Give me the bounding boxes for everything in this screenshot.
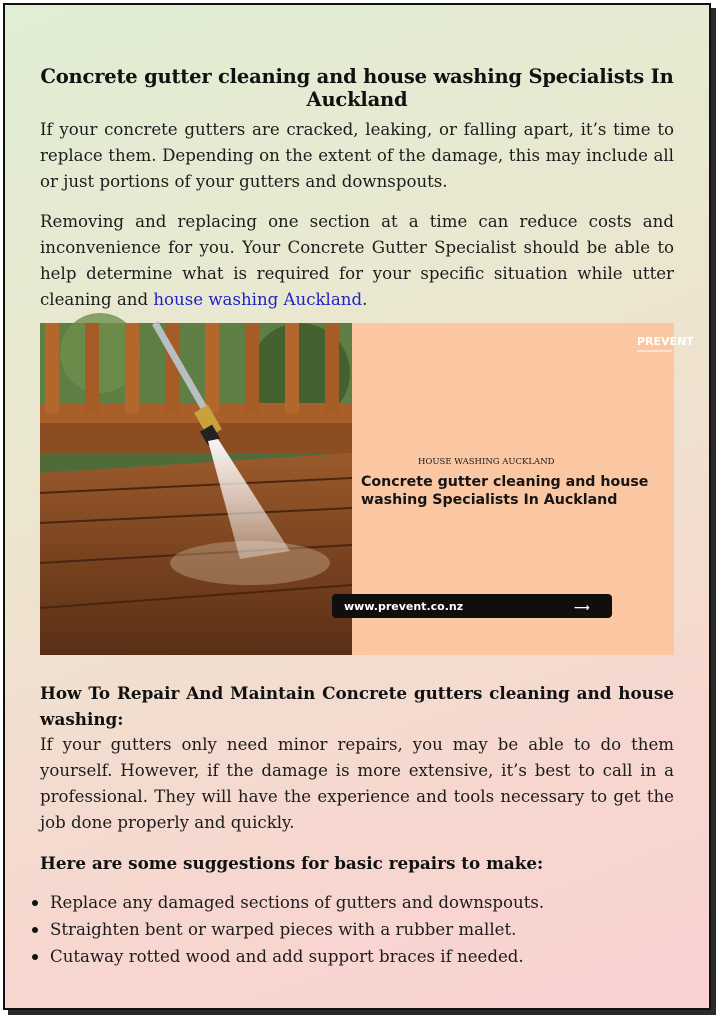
banner-headline-line1: Concrete gutter cleaning and house bbox=[361, 474, 649, 490]
house-washing-auckland-link[interactable]: house washing Auckland bbox=[153, 290, 363, 309]
promo-banner bbox=[40, 323, 694, 655]
repair-paragraph: If your gutters only need minor repairs, you may be able to do them yourself. However, if the damage is more extensive, it’s best to call in a professional. They will have the experience and tools necessary to get the job done properly and quickly. bbox=[40, 735, 674, 832]
suggestions-list bbox=[5, 889, 544, 970]
banner-headline-line2: washing Specialists In Auckland bbox=[361, 492, 618, 508]
page-title: Concrete gutter cleaning and house washing Specialists In Auckland bbox=[40, 65, 674, 111]
pressure-washing-photo bbox=[40, 313, 352, 655]
banner-url[interactable]: www.prevent.co.nz bbox=[344, 600, 464, 613]
svg-text:PREVENT: PREVENT bbox=[637, 335, 694, 348]
second-paragraph-text: Removing and replacing one section at a time can reduce costs and inconvenience for you. Your Concrete Gutter Specialist should be able to help determine what is required for your specific situation while utter cleaning and bbox=[40, 212, 674, 309]
document-page bbox=[3, 3, 711, 1010]
promo-banner-graphic bbox=[40, 323, 694, 655]
banner-label: HOUSE WASHING AUCKLAND bbox=[418, 457, 555, 467]
bullet-icon bbox=[32, 900, 38, 906]
second-paragraph-end: . bbox=[362, 290, 368, 309]
list-item-text: Replace any damaged sections of gutters and downspouts. bbox=[50, 893, 545, 912]
list-item bbox=[5, 889, 544, 916]
repair-section-heading: How To Repair And Maintain Concrete gutters cleaning and house washing: bbox=[40, 683, 674, 729]
intro-paragraph: If your concrete gutters are cracked, leaking, or falling apart, it’s time to replace them. Depending on the extent of the damage, this may include all or just portions of your gutters and downspouts. bbox=[40, 120, 674, 191]
bullet-icon bbox=[32, 927, 38, 933]
list-item-text: Straighten bent or warped pieces with a rubber mallet. bbox=[50, 920, 517, 939]
list-item bbox=[5, 943, 544, 970]
arrow-right-icon: ⟶ bbox=[574, 601, 590, 614]
list-item bbox=[5, 916, 544, 943]
suggestions-heading: Here are some suggestions for basic repairs to make: bbox=[40, 853, 544, 873]
bullet-icon bbox=[32, 954, 38, 960]
list-item-text: Cutaway rotted wood and add support braces if needed. bbox=[50, 947, 524, 966]
second-paragraph bbox=[40, 209, 674, 313]
